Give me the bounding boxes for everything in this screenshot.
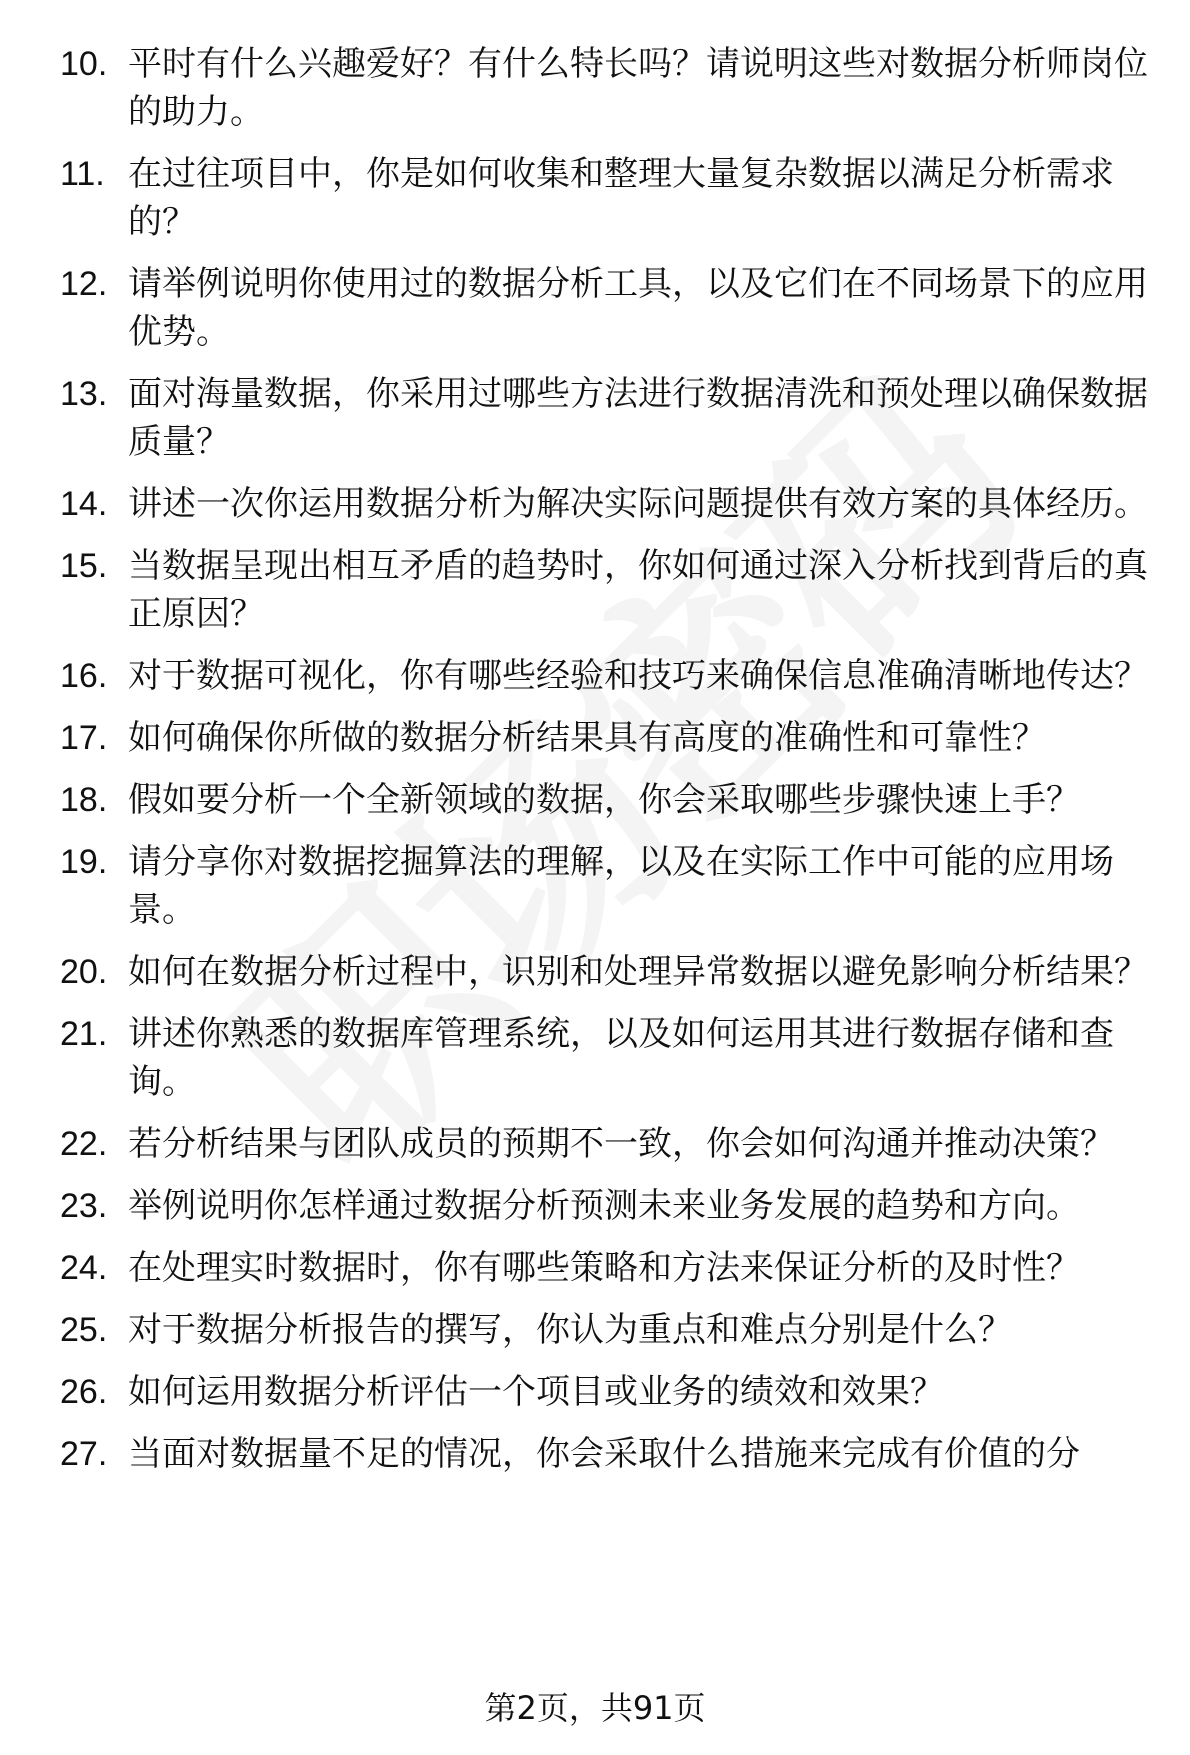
question-item-19 xyxy=(60,838,1150,934)
question-item-25 xyxy=(60,1306,1150,1354)
question-number: 11. xyxy=(60,155,105,193)
question-number: 19. xyxy=(60,843,108,881)
page-footer: 第2页，共91页 xyxy=(484,1689,706,1727)
question-item-10 xyxy=(60,40,1150,136)
question-text: 面对海量数据，你采用过哪些方法进行数据清洗和预处理以确保数据质量？ xyxy=(128,374,1148,462)
question-number: 13. xyxy=(60,375,108,413)
question-item-27 xyxy=(60,1430,1150,1478)
question-text: 如何运用数据分析评估一个项目或业务的绩效和效果？ xyxy=(128,1372,944,1412)
question-item-22 xyxy=(60,1120,1150,1168)
question-item-21 xyxy=(60,1010,1150,1106)
question-text: 对于数据分析报告的撰写，你认为重点和难点分别是什么？ xyxy=(128,1310,1012,1350)
question-number: 20. xyxy=(60,953,108,991)
question-text: 请分享你对数据挖掘算法的理解，以及在实际工作中可能的应用场景。 xyxy=(128,842,1114,930)
question-text: 如何确保你所做的数据分析结果具有高度的准确性和可靠性？ xyxy=(128,718,1046,758)
question-item-18 xyxy=(60,776,1150,824)
question-number: 15. xyxy=(60,547,108,585)
question-number: 16. xyxy=(60,657,108,695)
question-item-23 xyxy=(60,1182,1150,1230)
question-item-17 xyxy=(60,714,1150,762)
question-text: 若分析结果与团队成员的预期不一致，你会如何沟通并推动决策？ xyxy=(128,1124,1114,1164)
question-text: 讲述一次你运用数据分析为解决实际问题提供有效方案的具体经历。 xyxy=(128,484,1148,524)
question-text: 平时有什么兴趣爱好？有什么特长吗？请说明这些对数据分析师岗位的助力。 xyxy=(128,44,1148,132)
question-item-11 xyxy=(60,150,1150,246)
question-number: 22. xyxy=(60,1125,108,1163)
question-list xyxy=(60,40,1150,1492)
question-number: 27. xyxy=(60,1435,108,1473)
question-item-24 xyxy=(60,1244,1150,1292)
question-text: 举例说明你怎样通过数据分析预测未来业务发展的趋势和方向。 xyxy=(128,1186,1080,1226)
question-text: 假如要分析一个全新领域的数据，你会采取哪些步骤快速上手？ xyxy=(128,780,1080,820)
question-text: 在过往项目中，你是如何收集和整理大量复杂数据以满足分析需求的？ xyxy=(128,154,1114,242)
question-text: 当数据呈现出相互矛盾的趋势时，你如何通过深入分析找到背后的真正原因？ xyxy=(128,546,1148,634)
question-text: 在处理实时数据时，你有哪些策略和方法来保证分析的及时性？ xyxy=(128,1248,1080,1288)
question-number: 10. xyxy=(60,45,108,83)
question-item-26 xyxy=(60,1368,1150,1416)
question-number: 12. xyxy=(60,265,108,303)
question-number: 23. xyxy=(60,1187,108,1225)
question-text: 讲述你熟悉的数据库管理系统，以及如何运用其进行数据存储和查询。 xyxy=(128,1014,1114,1102)
question-number: 17. xyxy=(60,719,108,757)
question-number: 18. xyxy=(60,781,108,819)
question-number: 24. xyxy=(60,1249,108,1287)
question-text: 如何在数据分析过程中，识别和处理异常数据以避免影响分析结果？ xyxy=(128,952,1148,992)
question-item-20 xyxy=(60,948,1150,996)
question-item-12 xyxy=(60,260,1150,356)
question-number: 14. xyxy=(60,485,108,523)
question-item-15 xyxy=(60,542,1150,638)
question-number: 26. xyxy=(60,1373,108,1411)
question-number: 21. xyxy=(60,1015,108,1053)
question-text: 对于数据可视化，你有哪些经验和技巧来确保信息准确清晰地传达？ xyxy=(128,656,1148,696)
question-text: 请举例说明你使用过的数据分析工具，以及它们在不同场景下的应用优势。 xyxy=(128,264,1148,352)
question-item-13 xyxy=(60,370,1150,466)
question-item-14 xyxy=(60,480,1150,528)
question-number: 25. xyxy=(60,1311,108,1349)
question-item-16 xyxy=(60,652,1150,700)
question-text: 当面对数据量不足的情况，你会采取什么措施来完成有价值的分 xyxy=(128,1434,1080,1474)
